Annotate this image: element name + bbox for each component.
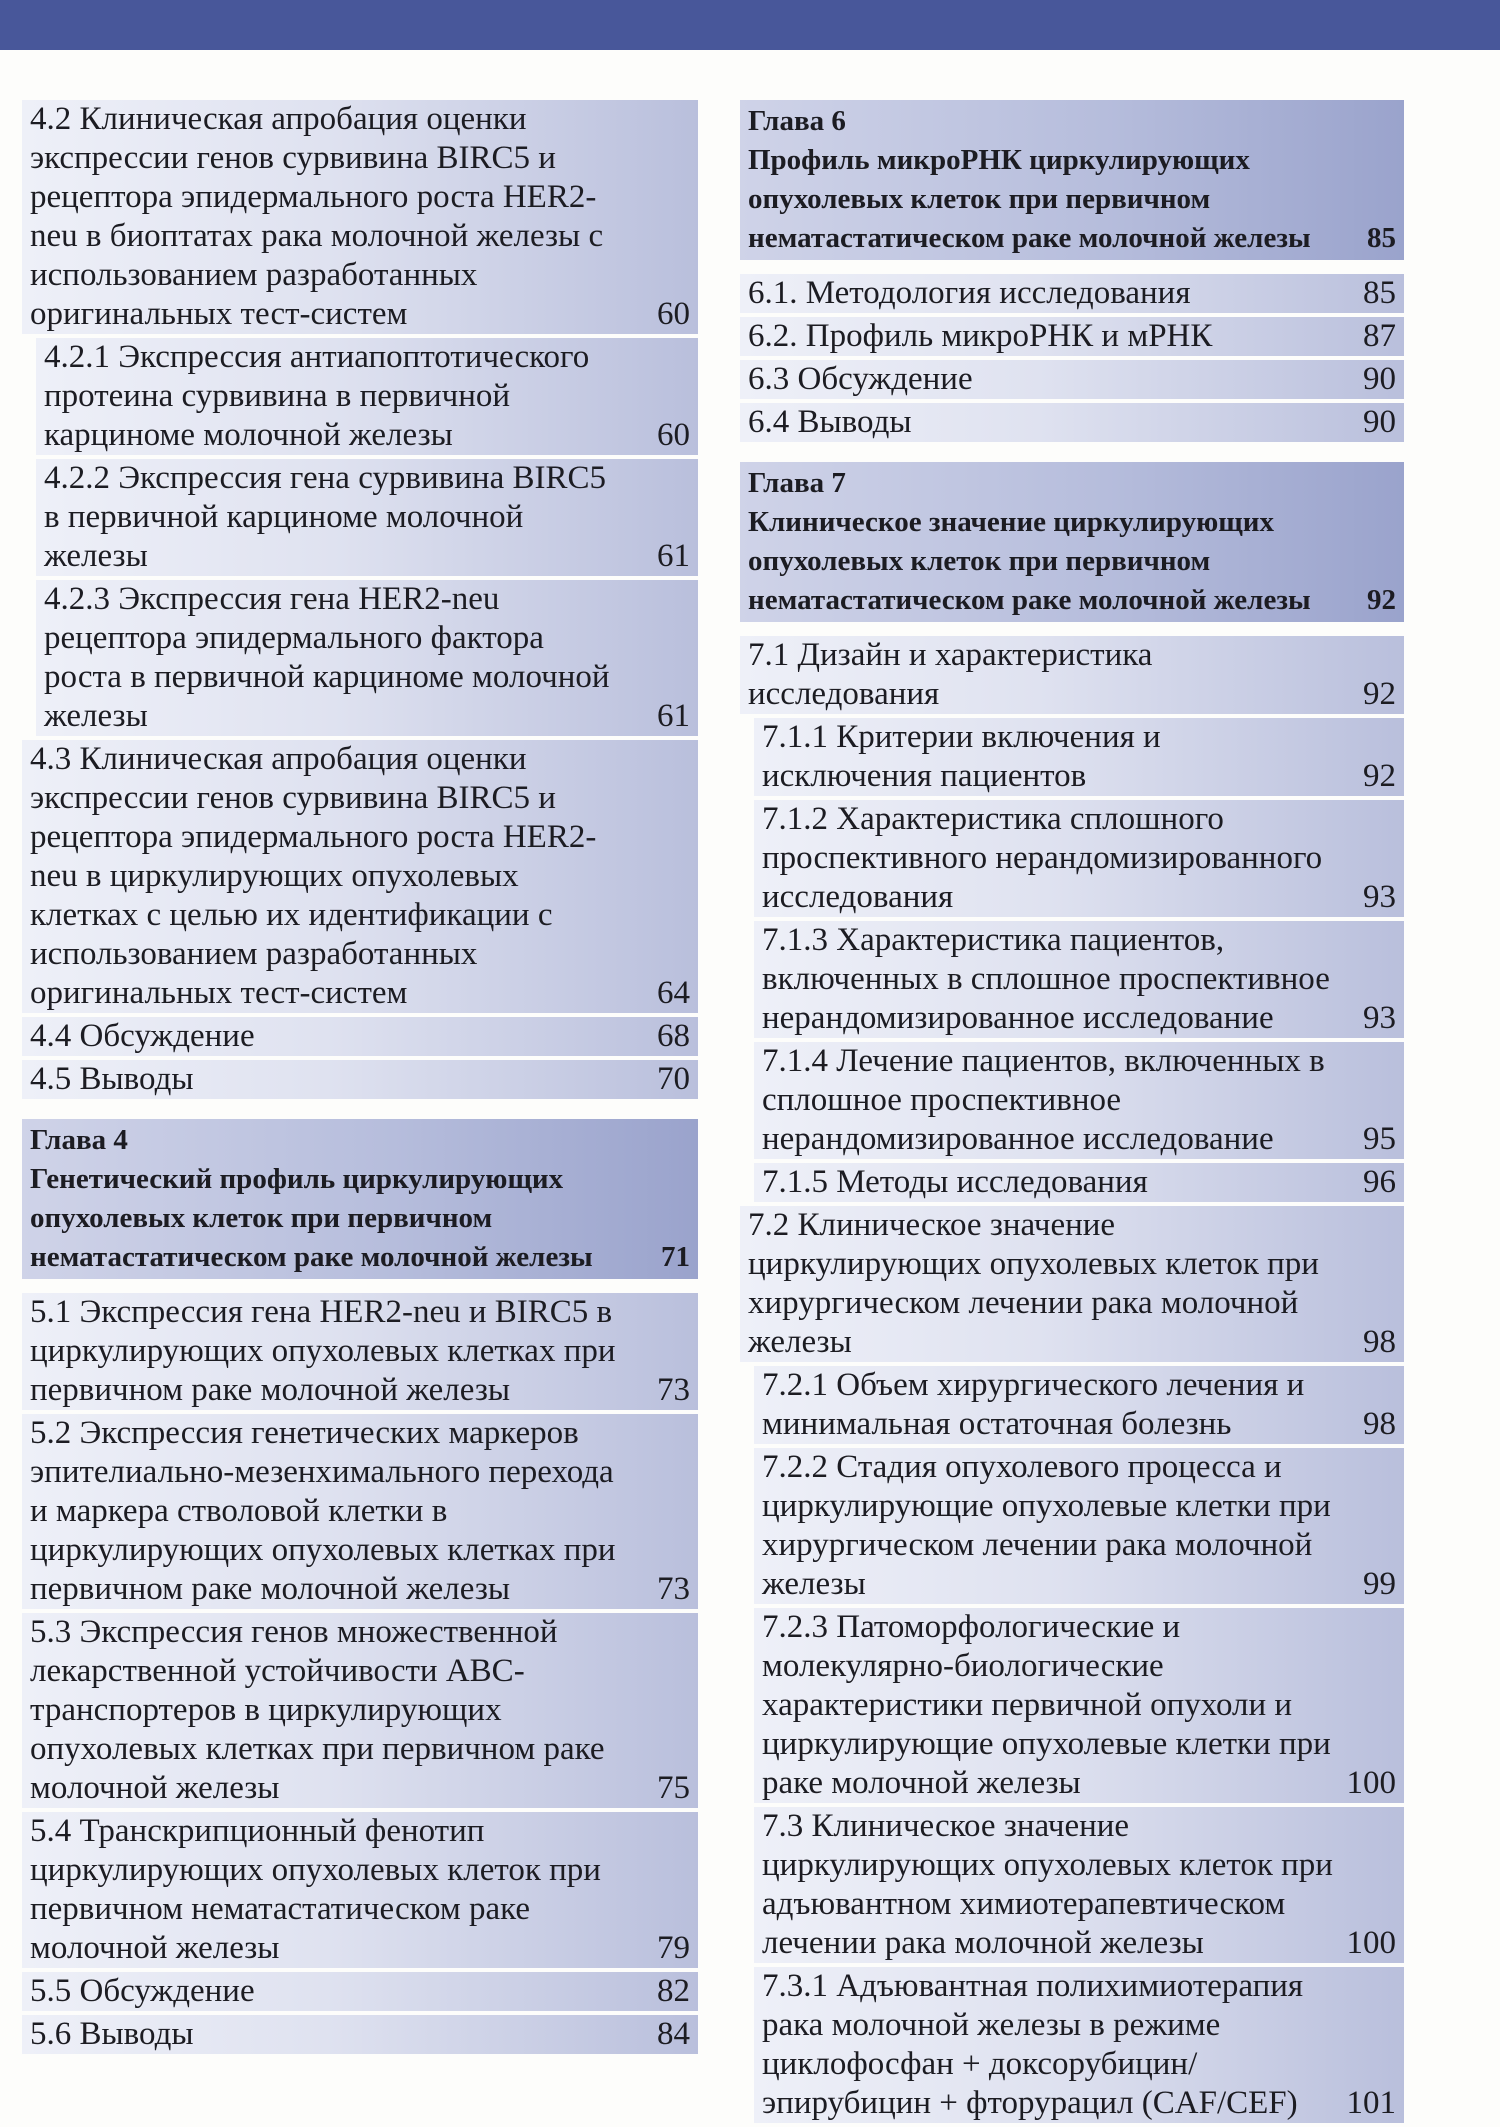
toc-entry[interactable] [740,636,1404,714]
toc-subentry[interactable] [36,338,698,455]
toc-entry[interactable] [22,740,698,1013]
toc-entry[interactable] [22,1414,698,1609]
entry-title: 7.1 Дизайн и характеристика исследования [748,637,1153,712]
entry-title: 4.4 Обсуждение [30,1018,255,1054]
chapter-heading [740,100,1404,260]
toc-entry[interactable] [22,100,698,334]
toc-entry[interactable] [22,2015,698,2054]
entry-title: 7.1.4 Лечение пациентов, включенных в сплошное проспективное нерандомизированное исследование [762,1043,1325,1157]
entry-title: 7.2 Клиническое значение циркулирующих опухолевых клеток при хирургическом лечении рака молочной железы [748,1207,1319,1360]
entry-title: Профиль микроРНК циркулирующих опухолевых клеток при первичном нематастатическом раке молочной железы [748,144,1311,254]
entry-title: 5.5 Обсуждение [30,1973,255,2009]
toc-entry[interactable] [740,274,1404,313]
entry-title: 7.2.2 Стадия опухолевого процесса и циркулирующие опухолевые клетки при хирургическом лечении рака молочной железы [762,1449,1331,1602]
chapter-label: Глава 7 [748,467,846,499]
toc-subentry[interactable] [754,1042,1404,1159]
page-number: 101 [1346,2085,1396,2121]
page-number: 92 [1363,676,1396,712]
toc-subentry[interactable] [754,718,1404,796]
chapter-label: Глава 4 [30,1124,128,1156]
chapter-heading [22,1119,698,1279]
entry-title: 7.3.1 Адъювантная полихимиотерапия рака молочной железы в режиме циклофосфан + доксорубицин/эпирубицин + фторурацил (CAF/CEF) [762,1968,1304,2121]
toc-subentry[interactable] [754,921,1404,1038]
toc-subentry[interactable] [754,1448,1404,1604]
top-color-bar [0,0,1500,50]
entry-title: 6.3 Обсуждение [748,361,973,397]
entry-title: 5.3 Экспрессия генов множественной лекарственной устойчивости ABC-транспортеров в циркулирующих опухолевых клетках при первичном раке молочной железы [30,1614,605,1806]
page-number: 95 [1363,1121,1396,1157]
page-number: 90 [1363,361,1396,397]
toc-entry[interactable] [740,317,1404,356]
page-number: 73 [657,1372,690,1408]
toc-subentry[interactable] [754,1967,1404,2123]
toc-entry[interactable] [22,1017,698,1056]
toc-subentry[interactable] [36,580,698,736]
page-number: 61 [657,698,690,734]
page-number: 64 [657,975,690,1011]
toc-entry[interactable] [22,1060,698,1099]
page-number: 100 [1346,1765,1396,1801]
entry-title: 5.6 Выводы [30,2016,194,2052]
entry-title: Клиническое значение циркулирующих опухолевых клеток при первичном нематастатическом раке молочной железы [748,506,1311,616]
entry-title: 7.3 Клиническое значение циркулирующих опухолевых клеток при адъювантном химиотерапевтическом лечении рака молочной железы [762,1808,1333,1961]
page-number: 79 [657,1930,690,1966]
page-number: 87 [1363,318,1396,354]
page-number: 96 [1363,1164,1396,1200]
entry-title: 6.1. Методология исследования [748,275,1191,311]
entry-title: 4.3 Клиническая апробация оценки экспрессии генов сурвивина BIRC5 и рецептора эпидермального роста HER2-neu в циркулирующих опухолевых клетках с целью их идентификации с использованием разработанных оригинальных тест-систем [30,741,597,1011]
toc-subentry[interactable] [754,1366,1404,1444]
page-number: 70 [657,1061,690,1097]
entry-title: 4.2 Клиническая апробация оценки экспрессии генов сурвивина BIRC5 и рецептора эпидермального роста HER2-neu в биоптатах рака молочной железы с использованием разработанных оригинальных тест-систем [30,101,604,332]
page-number: 61 [657,538,690,574]
page-number: 90 [1363,404,1396,440]
page-number: 71 [661,1241,690,1273]
toc-entry[interactable] [22,1812,698,1968]
entry-title: 4.2.2 Экспрессия гена сурвивина BIRC5 в первичной карциноме молочной железы [44,460,606,574]
page-number: 98 [1363,1324,1396,1360]
page-number: 84 [657,2016,690,2052]
entry-title: 7.2.3 Патоморфологические и молекулярно-биологические характеристики первичной опухоли и циркулирующие опухолевые клетки при раке молочной железы [762,1609,1331,1801]
page-number: 100 [1346,1925,1396,1961]
toc-entry[interactable] [22,1293,698,1410]
chapter-label: Глава 6 [748,105,846,137]
entry-title: Генетический профиль циркулирующих опухолевых клеток при первичном нематастатическом раке молочной железы [30,1163,593,1273]
toc-entry[interactable] [740,360,1404,399]
entry-title: 7.1.5 Методы исследования [762,1164,1148,1200]
toc-subentry[interactable] [36,459,698,576]
entry-title: 7.1.1 Критерии включения и исключения пациентов [762,719,1161,794]
chapter-heading [740,462,1404,622]
toc-entry[interactable] [740,403,1404,442]
page-number: 73 [657,1571,690,1607]
page-number: 93 [1363,1000,1396,1036]
toc-entry[interactable] [22,1972,698,2011]
entry-title: 5.4 Транскрипционный фенотип циркулирующих опухолевых клеток при первичном нематастатическом раке молочной железы [30,1813,601,1966]
page-number: 75 [657,1770,690,1806]
toc-subentry[interactable] [754,1807,1404,1963]
toc-entry[interactable] [740,1206,1404,1362]
entry-title: 6.4 Выводы [748,404,912,440]
page-number: 98 [1363,1406,1396,1442]
entry-title: 6.2. Профиль микроРНК и мРНК [748,318,1213,354]
page-number: 92 [1367,584,1396,616]
entry-title: 7.1.3 Характеристика пациентов, включенных в сплошное проспективное нерандомизированное исследование [762,922,1330,1036]
page-number: 85 [1363,275,1396,311]
page-number: 68 [657,1018,690,1054]
entry-title: 4.5 Выводы [30,1061,194,1097]
toc-subentry[interactable] [754,1608,1404,1803]
toc-left-column [22,100,698,2058]
page-number: 60 [657,296,690,332]
page-number: 82 [657,1973,690,2009]
page-number: 92 [1363,758,1396,794]
entry-title: 5.2 Экспрессия генетических маркеров эпителиально-мезенхимального перехода и маркера стволовой клетки в циркулирующих опухолевых клетках при первичном раке молочной железы [30,1415,616,1607]
entry-title: 7.2.1 Объем хирургического лечения и минимальная остаточная болезнь [762,1367,1305,1442]
page-number: 99 [1363,1566,1396,1602]
toc-subentry[interactable] [754,800,1404,917]
toc-right-column [740,100,1404,2127]
entry-title: 7.1.2 Характеристика сплошного проспективного нерандомизированного исследования [762,801,1323,915]
entry-title: 4.2.3 Экспрессия гена HER2-neu рецептора эпидермального фактора роста в первичной карциноме молочной железы [44,581,610,734]
toc-subentry[interactable] [754,1163,1404,1202]
page-number: 93 [1363,879,1396,915]
toc-entry[interactable] [22,1613,698,1808]
entry-title: 5.1 Экспрессия гена HER2-neu и BIRC5 в циркулирующих опухолевых клетках при первичном раке молочной железы [30,1294,616,1408]
entry-title: 4.2.1 Экспрессия антиапоптотического протеина сурвивина в первичной карциноме молочной железы [44,339,590,453]
page-number: 85 [1367,222,1396,254]
page-number: 60 [657,417,690,453]
